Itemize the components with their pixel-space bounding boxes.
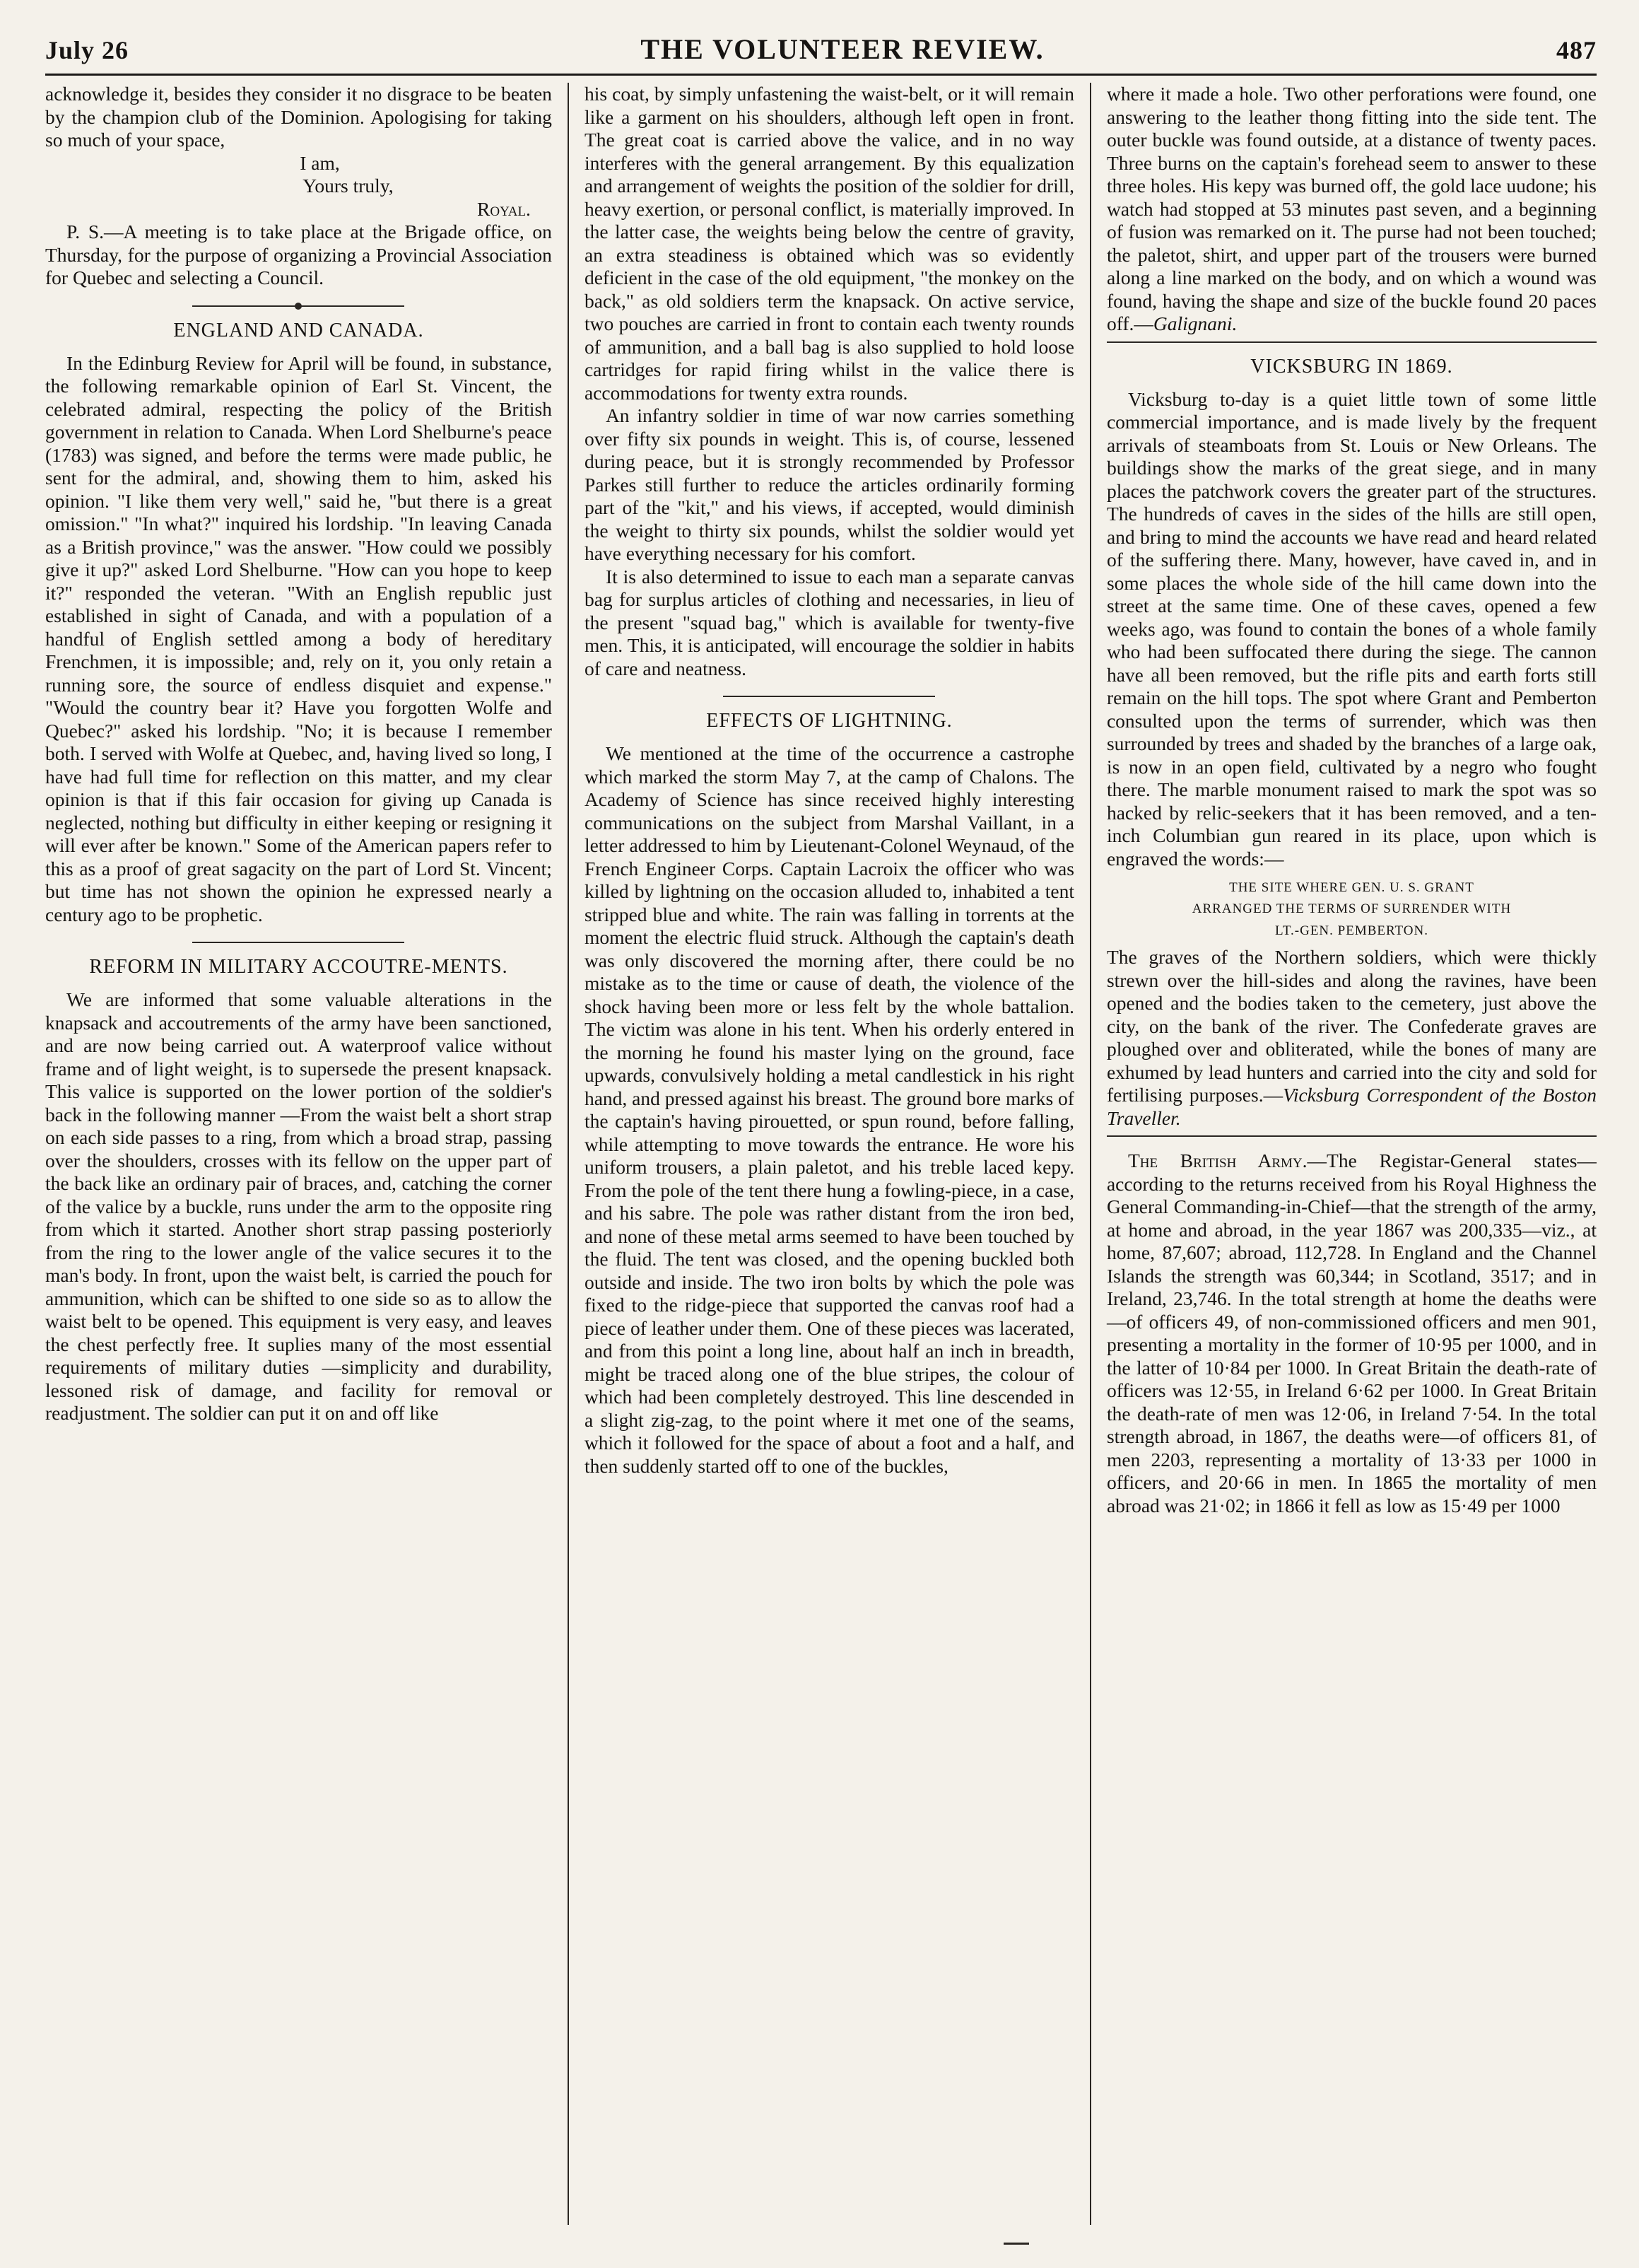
columns: [45, 83, 1597, 2225]
vicksburg-graves-text: The graves of the Northern soldiers, which were thickly strewn over the hill-sides and along the ravines, have been opened and the bodies taken to the cemetery, just above the city, on the bank of the river. The Confederate graves are ploughed over and obliterated, while the bones of many are exhumed by lead hunters and carried into the city and sold for fertilising purposes.—: [1106, 946, 1597, 1106]
article-british-army: [1107, 1150, 1597, 1517]
section-divider: [723, 696, 935, 697]
monument-inscription: [1107, 877, 1597, 942]
footer-mark: [1004, 2243, 1029, 2245]
british-army-lead: The British Army.: [1127, 1150, 1308, 1172]
letter-end-text: acknowledge it, besides they consider it no disgrace to be beaten by the champion club of the Dominion. Apologising for taking so much of your space,: [45, 83, 552, 151]
article-paragraph-weight: An infantry soldier in time of war now carries something over fifty six pounds in weight. This is, of course, lessened during peace, but it is strongly recommended by Professor Parkes still further to reduce the articles ordinarily forming part of the "kit," and his views, if accepted, would diminish the weight to thirty six pounds, whilst the soldier would yet have everything necessary for his comfort.: [584, 404, 1074, 564]
column-3: [1090, 83, 1597, 2225]
article-paragraph-canvas-bag: It is also determined to issue to each man a separate canvas bag for surplus articles of clothing and necessaries, in lieu of the present "squad bag," which is available for twenty-five men. This, it is anticipated, will encourage the soldier in habits of care and neatness.: [584, 565, 1074, 679]
inscription-line-3: LT.-GEN. PEMBERTON.: [1274, 923, 1428, 938]
section-divider: [1107, 1135, 1597, 1137]
masthead: [45, 33, 1597, 76]
lightning-continued-text: where it made a hole. Two other perforations were found, one answering to the leather thong fitting into the side tent. The outer buckle was found outside, at a distance of twenty paces. Three burns on the captain's forehead seem to answer to these three holes. His kepy was burned off, the gold lace uudone; his watch had stopped at 53 minutes past seven, and a beginning of fusion was remarked on it. The purse had not been touched; the paletot, shirt, and upper part of the trousers were burned along a line marked on the body, and on which a wound was found, having the shape and size of the buckle found 20 paces off.—: [1106, 83, 1597, 334]
article-body-military-accoutrements: We are informed that some valuable alterations in the knapsack and accoutrements of the army have been sanctioned, and are now being carried out. A waterproof valice without frame and of light weight, is to supersede the present knapsack. This valice is supported on the lower portion of the soldier's back in the following manner —From the waist belt a short strap on each side passes to a ring, from which a broad strap, passing over the shoulders, crosses with its fellow on the upper part of the back like an ordinary pair of braces, and, catching the corner of the valice by a buckle, runs under the arm to the opposite ring from which it started. Another short strap passing posteriorly from the ring to the lower angle of the valice secures it to the man's body. In front, upon the waist belt, is carried the pouch for ammunition, which can be shifted to one side so as to allow the waist belt to be opened. This equipment is very easy, and leaves the chest perfectly free. It suplies many of the most essential requirements of military duties —simplicity and durability, lessoned risk of damage, and facility for removal or readjustment. The soldier can put it on and off like: [45, 988, 552, 1424]
article-title-lightning: EFFECTS OF LIGHTNING.: [706, 710, 953, 732]
inscription-line-2: ARRANGED THE TERMS OF SURRENDER WITH: [1192, 901, 1512, 917]
letter-closing-1: I am,: [300, 151, 340, 174]
letter-signature: Royal.: [477, 197, 531, 220]
lightning-source: Galignani.: [1153, 312, 1238, 334]
article-title-england-canada: ENGLAND AND CANADA.: [173, 319, 424, 341]
section-divider: [1107, 341, 1597, 343]
british-army-text: —The Registar-General states—according to the returns received from his Royal Highness the General Commanding-in-Chief—that the strength of the army, at home and abroad, in the year 1867 was 200,335—viz., at home, 87,607; abroad, 112,728. In England and the Channel Islands the strength was 60,344; in Scotland, 3517; and in Ireland, 23,746. In the total strength at home the deaths were—of officers 49, of non-commissioned officers and men 901, presenting a mortality in the former of 10·95 per 1000, and in the latter of 10·84 per 1000. In Great Britain the death-rate of officers was 12·55, in Ireland 6·62 per 1000. In Great Britain the death-rate of men was 12·06, in Ireland 7·54. In the total strength abroad, in 1867, the deaths were—of officers 81, of men 2203, representing a mortality of 13·33 per 1000 in officers, and 20·66 in men. In 1865 the mortality of men abroad was 21·02; in 1866 it fell as low as 15·49 per 1000: [1106, 1150, 1597, 1516]
section-divider: [192, 305, 404, 307]
postscript-text: P. S.—A meeting is to take place at the Brigade office, on Thursday, for the purpose of organizing a Provincial Association for Quebec and selecting a Council.: [45, 221, 552, 288]
letter-closing-2: Yours truly,: [302, 175, 394, 197]
article-body-vicksburg: Vicksburg to-day is a quiet little town of some little commercial importance, and is made lively by the frequent arrivals of steamboats from St. Louis or New Orleans. The buildings show the marks of the great siege, and in many places the patchwork covers the greater part of the structures. The hundreds of caves in the sides of the hills are still open, and bring to mind the accounts we have read and heard related of the suffering there. Many, however, have caved in, and in some places the whole side of the hill came down into the street at the same time. One of these caves, opened a few weeks ago, was found to contain the bones of a whole family who had been suffocated there during the siege. The cannon have all been removed, but the rifle pits and earth forts still remain on the hill tops. The spot where Grant and Pemberton consulted upon the terms of surrender, which was then surrounded by trees and shaded by the branches of a large oak, is now in an open field, cultivated by a negro who fought there. The marble monument raised to mark the spot was so hacked by relic-seekers that it has been removed, and a ten-inch Columbian gun reared in its place, upon which is engraved the words:—: [1106, 387, 1597, 870]
article-title-vicksburg: VICKSBURG IN 1869.: [1250, 355, 1453, 378]
article-title-military-accoutrements: REFORM IN MILITARY ACCOUTRE-MENTS.: [89, 956, 508, 978]
article-body-vicksburg-graves: [1107, 946, 1597, 1130]
article-body-lightning: We mentioned at the time of the occurrence a castrophe which marked the storm May 7, at the camp of Chalons. The Academy of Science has since received highly interesting communications on the subject from Marshal Vaillant, in a letter addressed to him by Lieutenant-Colonel Weynaud, of the French Engineer Corps. Captain Lacroix the officer who was killed by lightning on the occasion alluded to, inhabited a tent stripped blue and white. The rain was falling in torrents at the moment the electric fluid struck. Although the captain's death was only discovered the morning after, there could be no mistake as to the time or cause of death, the violence of the shock having been more or less felt by the whole battalion. The victim was alone in his tent. When his orderly entered in the morning he found his master lying on the ground, face upwards, convulsively holding a metal candlestick in his right hand, and pressed against his breast. The ground bore marks of the captain's having pirouetted, or spun round, before falling, while attempting to move towards the entrance. He wore his uniform trousers, a plain paletot, and his treble laced kepy. From the pole of the tent there hung a fowling-piece, in a case, and his sabre. The pole was rather distant from the iron bed, and none of these metal arms seemed to have been touched by the fluid. The tent was closed, and the opening buckled both outside and inside. The two iron bolts by which the pole was fixed to the ridge-piece that supported the canvas roof had a piece of leather under them. One of these pieces was lacerated, and from this point a long line, about half an inch in breadth, might be traced along one of the blue stripes, the colour of which had been completely destroyed. This line descended in a slight zig-zag, to the point where it met one of the seams, which it followed for the space of about a foot and a half, and then suddenly started off to one of the buckles,: [584, 742, 1074, 1477]
vicksburg-source: Vicksburg Correspondent of the Boston Traveller.: [1106, 1084, 1597, 1129]
column-1: [45, 83, 552, 2225]
article-continued-text: his coat, by simply unfastening the waist-belt, or it will remain like a garment on his shoulders, although left open in front. The great coat is carried above the valice, and in no way interferes with the general arrangement. By this equalization and arrangement of weights the position of the soldier for drill, heavy exertion, or personal conflict, is materially improved. In the latter case, the weights being below the centre of gravity, an extra steadiness is obtained which was so evidently deficient in the case of the old equipment, "the monkey on the back," as old soldiers term the knapsack. On active service, two pouches are carried in front to contain each twenty rounds of ammunition, and a ball bag is also supplied to hold loose cartridges for rapid firing whilst in the valice there is accommodations for twenty extra rounds.: [584, 83, 1074, 404]
column-2: [568, 83, 1074, 2225]
section-divider: [192, 942, 404, 943]
page-number: 487: [1556, 36, 1597, 64]
issue-date: July 26: [45, 36, 129, 64]
publication-title: THE VOLUNTEER REVIEW.: [640, 33, 1045, 65]
article-continued-lightning: [1107, 83, 1597, 336]
inscription-line-1: THE SITE WHERE GEN. U. S. GRANT: [1229, 880, 1474, 895]
article-body-england-canada: In the Edinburg Review for April will be found, in substance, the following remarkable opinion of Earl St. Vincent, the celebrated admiral, respecting the policy of the British government in relation to Canada. When Lord Shelburne's peace (1783) was signed, and before the terms were made public, he sent for the admiral, and, showing them to him, asked his opinion. "I like them very well," said he, "but there is a great omission." "In what?" inquired his lordship. "In leaving Canada as a British province," was the answer. "How could we possibly give it up?" asked Lord Shelburne. "How can you hope to keep it?" responded the veteran. "With an English republic just established in sight of Canada, and with a population of a handful of English settled among a body of hereditary Frenchmen, it is impossible; and, rely on it, you only retain a running sore, the source of endless disquiet and expense." "Would the country bear it? Have you forgotten Wolfe and Quebec?" asked his lordship. "No; it is because I remember both. I served with Wolfe at Quebec, and, having lived so long, I have had full time for reflection on this matter, and my clear opinion is that if this fair occasion for giving up Canada is neglected, nothing but difficulty in either keeping or resigning it will ever after be known." Some of the American papers refer to this as a proof of great sagacity on the part of Lord St. Vincent; but time has not shown the opinion he expressed nearly a century ago to be prophetic.: [45, 351, 552, 925]
